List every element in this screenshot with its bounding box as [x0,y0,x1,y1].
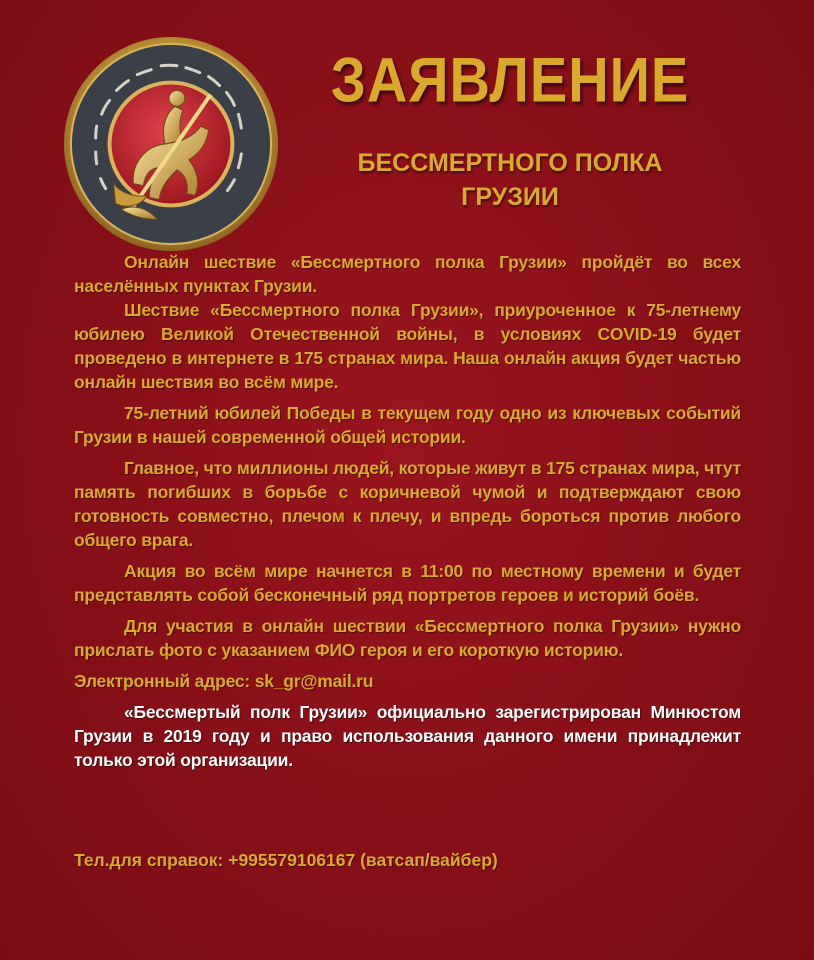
phone-line: Тел.для справок: +995579106167 (ватсап/вайбер) [74,850,498,870]
subtitle-line-2: ГРУЗИИ [461,183,559,211]
paragraph-memory: Главное, что миллионы людей, которые живут в 175 странах мира, чтут память погибших в борьбе с коричневой чумой и подтверждают свою готовность совместно, плечом к плечу, и впредь бороться против любого общего врага. [74,458,741,550]
email-line: Электронный адрес: sk_gr@mail.ru [74,671,374,691]
paragraph-participation: Для участия в онлайн шествии «Бессмертного полка Грузии» нужно прислать фото с указанием ФИО героя и его короткую историю. [74,616,741,660]
paragraph-start-time: Акция во всём мире начнется в 11:00 по местному времени и будет представлять собой бесконечный ряд портретов героев и историй боёв. [74,561,741,605]
subtitle-line-1: БЕССМЕРТНОГО ПОЛКА [357,149,663,177]
registration-notice: «Бессмертый полк Грузии» официально зарегистрирован Минюстом Грузии в 2019 году и право использования данного имени принадлежит только этой организации. [74,702,741,770]
statement-body [74,250,741,779]
page-title: ЗАЯВЛЕНИЕ [330,44,690,115]
st-george-medal-icon [62,35,280,253]
paragraph-covid-march: Шествие «Бессмертного полка Грузии», приуроченное к 75-летнему юбилею Великой Отечественной войны, в условиях COVID-19 будет проведено в интернете в 175 странах мира. Наша онлайн акция будет частью онлайн шествия во всём мире. [74,300,741,392]
paragraph-jubilee: 75-летний юбилей Победы в текущем году одно из ключевых событий Грузии в нашей современной общей истории. [74,403,741,447]
page-subtitle [330,146,690,214]
paragraph-online-march: Онлайн шествие «Бессмертного полка Грузии» пройдёт во всех населённых пунктах Грузии. [74,252,741,296]
